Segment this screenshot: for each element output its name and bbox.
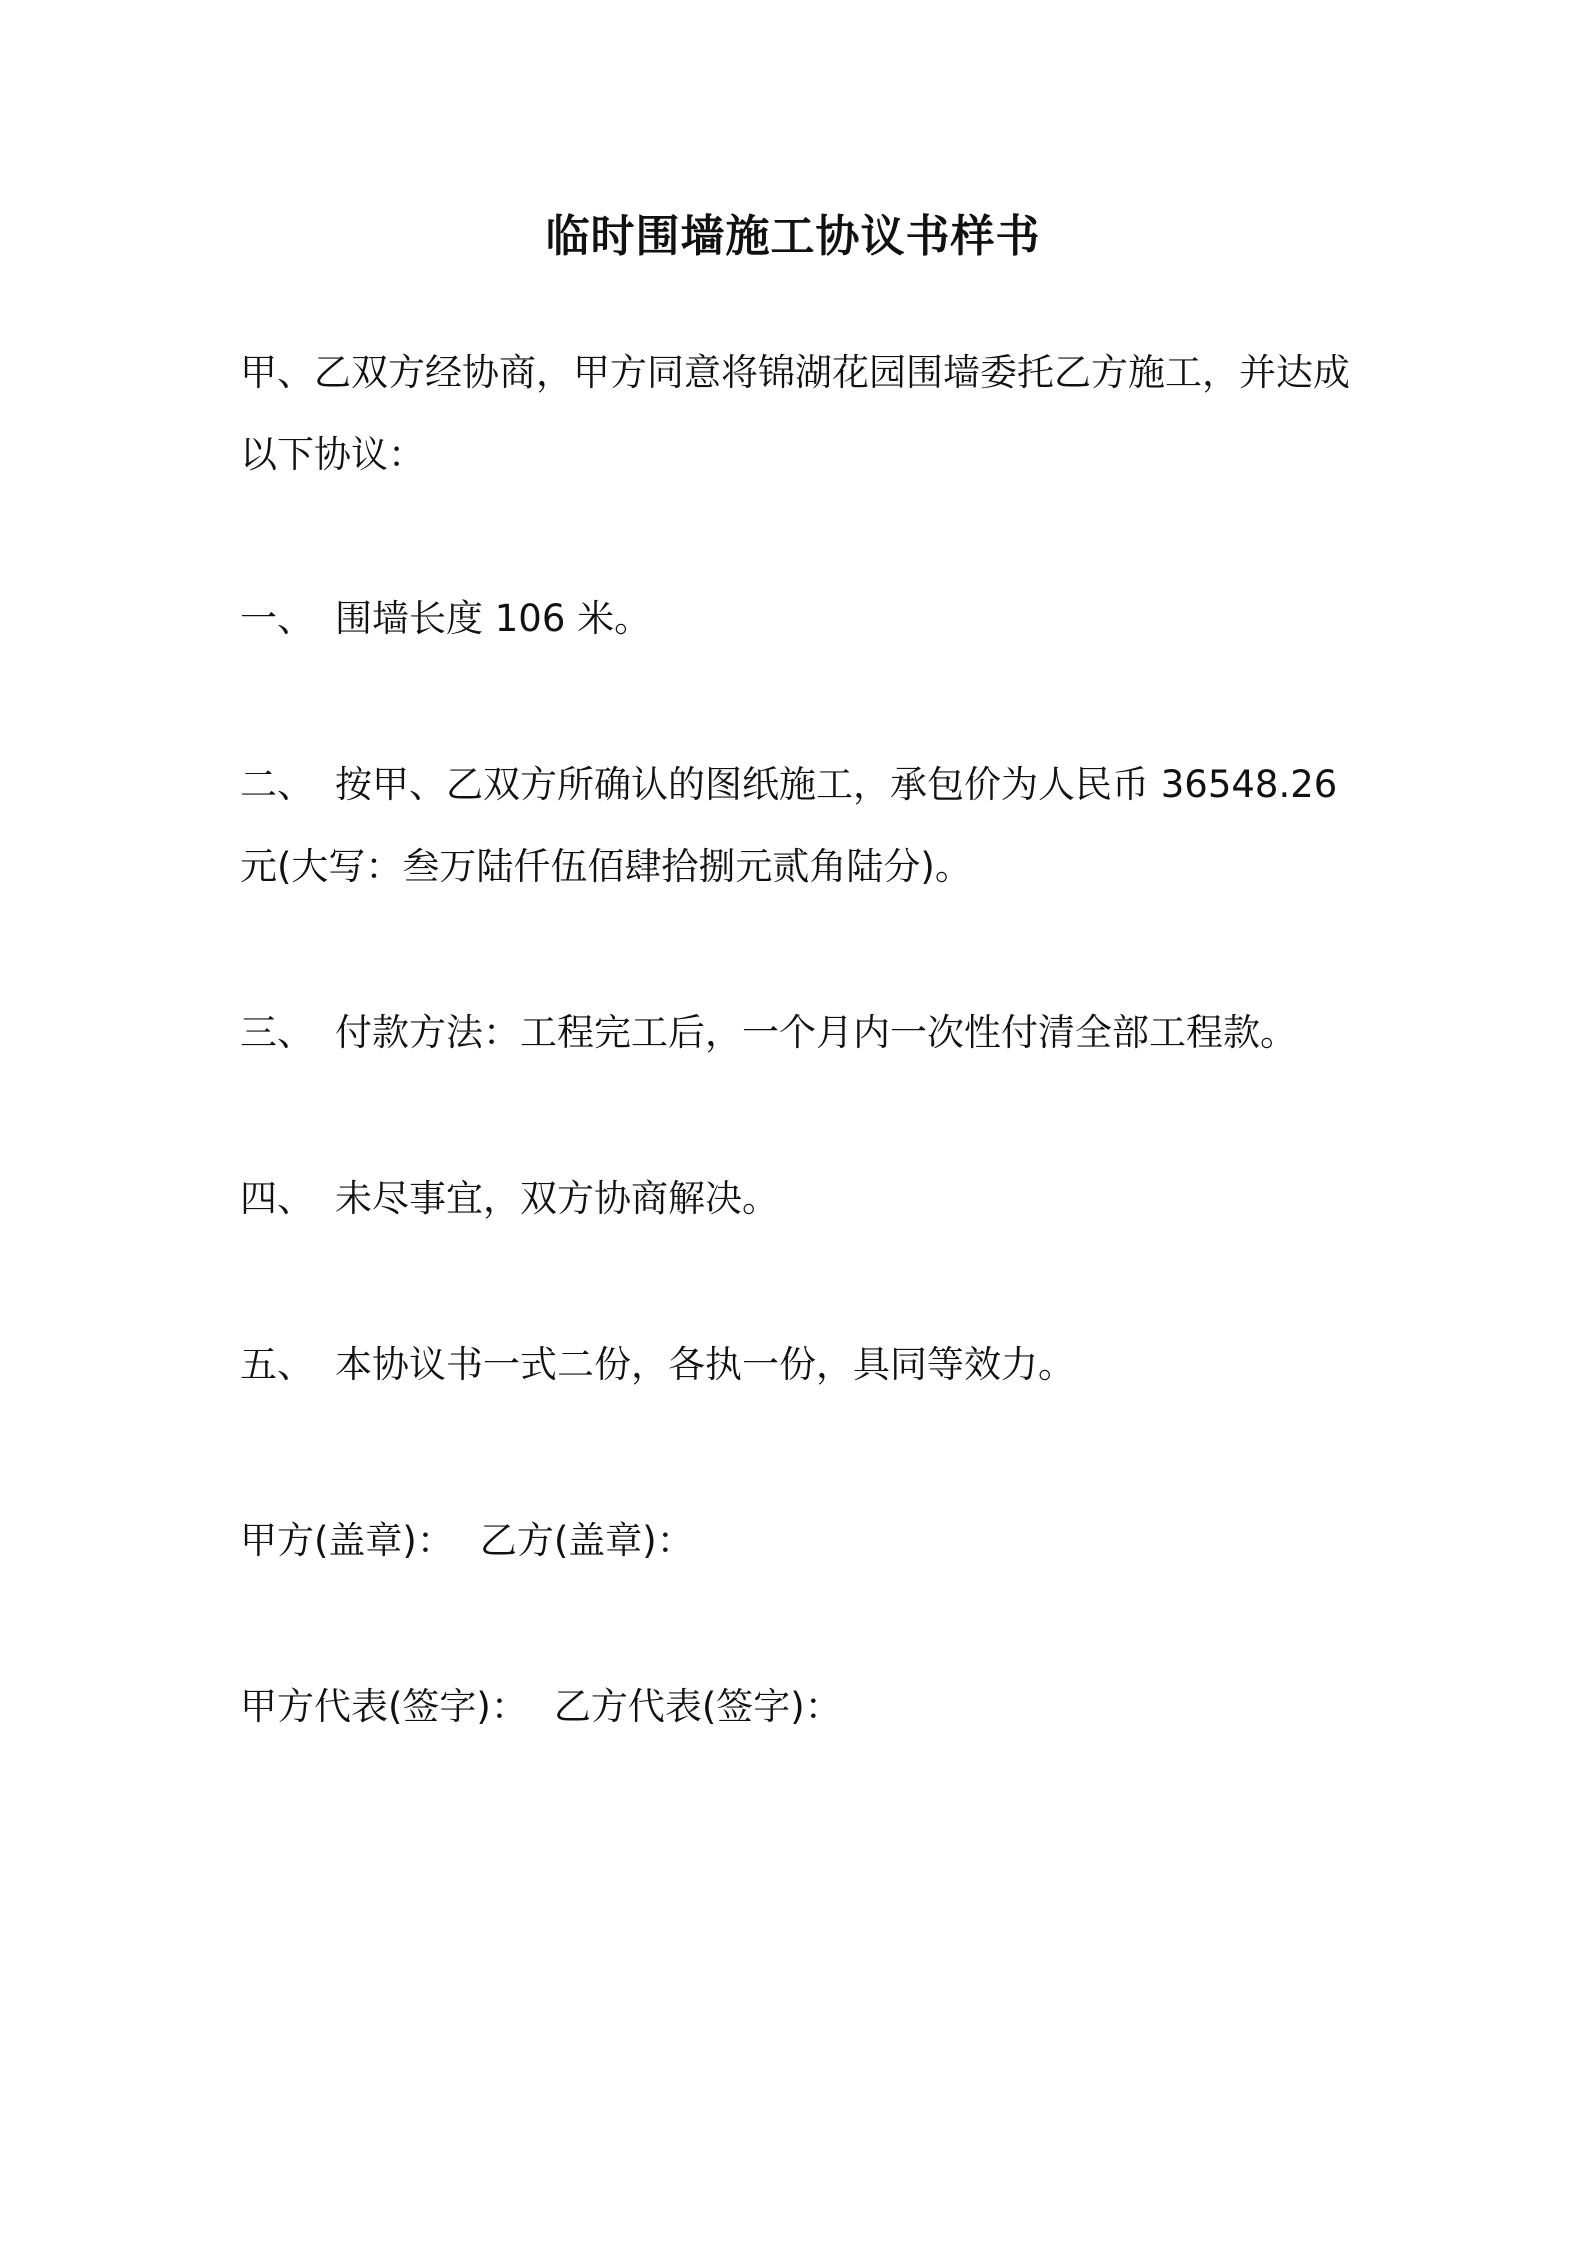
clause-text: 按甲、乙双方所确认的图纸施工，承包价为人民币 36548.26 元(大写：叁万陆仟伍佰肆拾捌元贰角陆分)。 [240,763,1338,888]
clause-number: 四、 [240,1177,314,1220]
clause-text: 本协议书一式二份，各执一份，具同等效力。 [335,1343,1075,1386]
clause-1 [240,578,1360,660]
party-a-seal-label: 甲方(盖章)： [240,1519,454,1562]
clause-number: 五、 [240,1343,314,1386]
clause-text: 未尽事宜，双方协商解决。 [335,1177,779,1220]
representative-signature-line [240,1677,842,1737]
clause-text: 围墙长度 106 米。 [335,597,652,640]
party-b-rep-label: 乙方代表(签字)： [553,1685,842,1728]
party-a-rep-label: 甲方代表(签字)： [240,1685,528,1728]
intro-paragraph: 甲、乙双方经协商，甲方同意将锦湖花园围墙委托乙方施工，并达成以下协议： [240,351,1350,476]
clause-5 [240,1324,1360,1406]
clause-4 [240,1158,1360,1240]
seal-signature-line [240,1511,694,1571]
clause-number: 一、 [240,597,314,640]
page-title: 临时围墙施工协议书样书 [545,211,1041,262]
clause-2 [240,744,1360,908]
clause-number: 三、 [240,1011,314,1054]
clause-number: 二、 [240,763,314,806]
party-b-seal-label: 乙方(盖章)： [479,1519,694,1562]
clause-3 [240,992,1360,1074]
clause-text: 付款方法：工程完工后，一个月内一次性付清全部工程款。 [335,1011,1297,1054]
